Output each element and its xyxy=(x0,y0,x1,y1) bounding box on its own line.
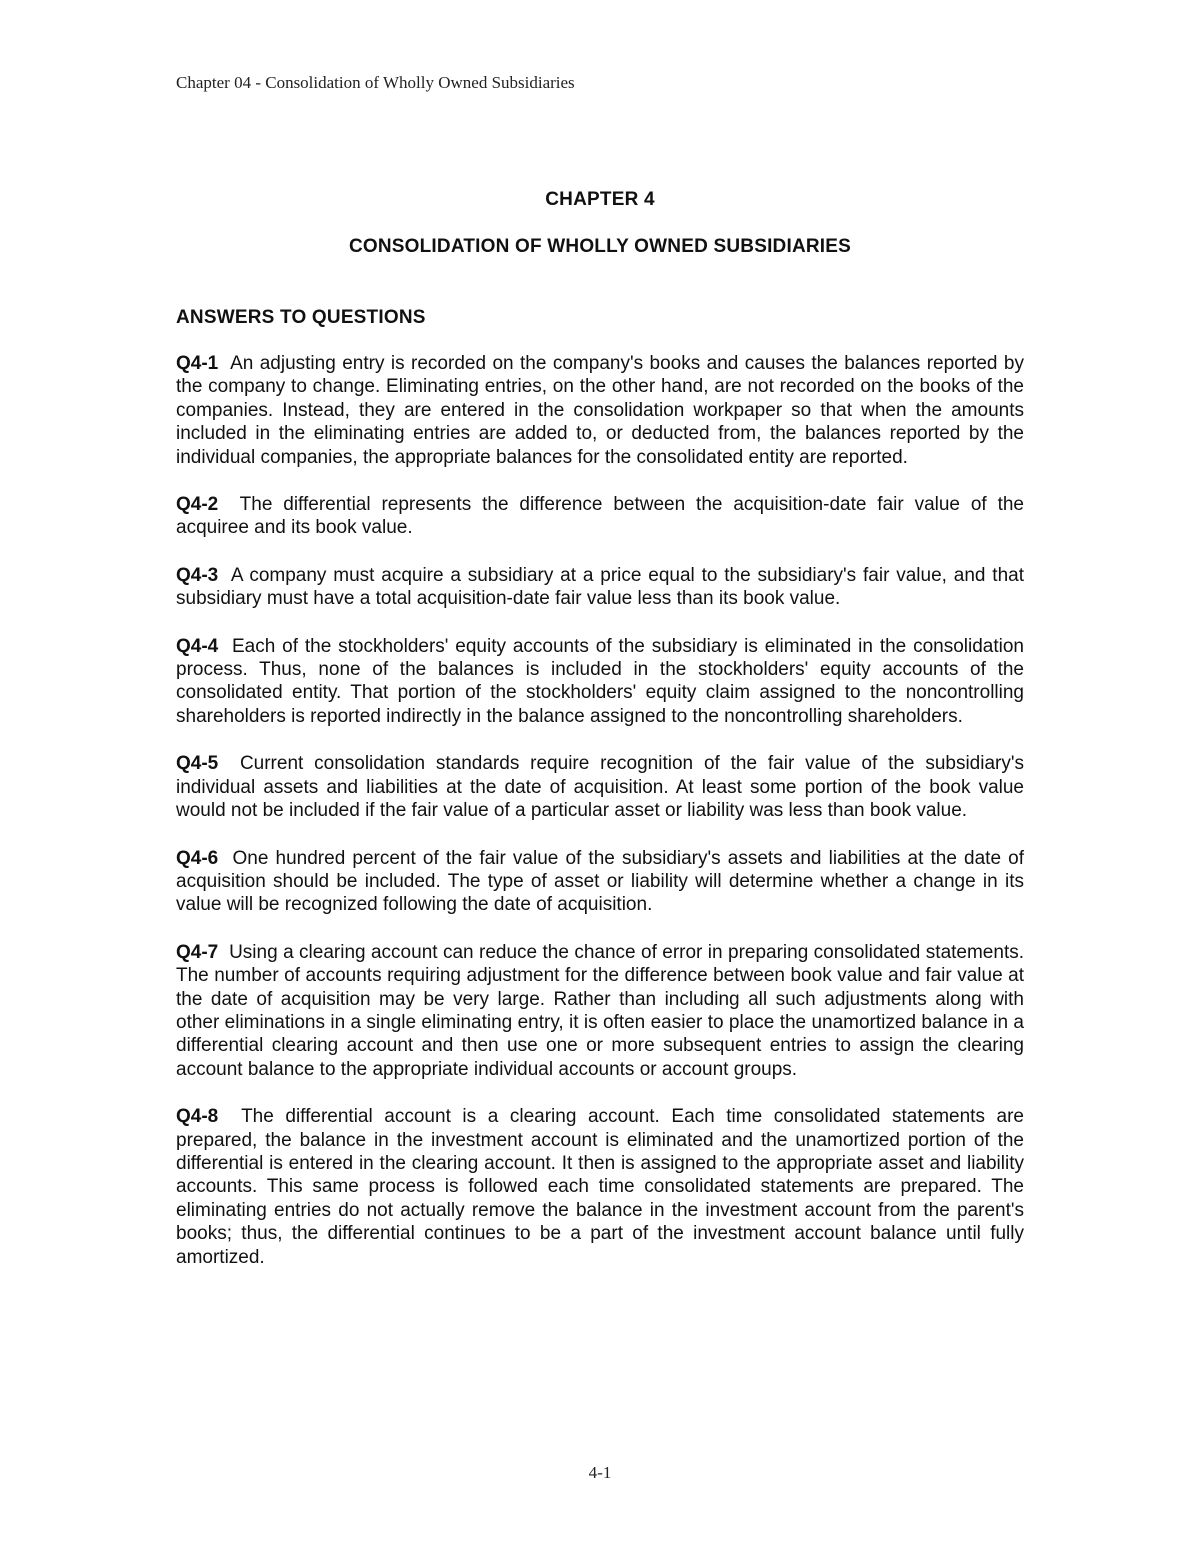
answer-q4-1 xyxy=(176,352,1024,469)
answer-q4-6 xyxy=(176,847,1024,917)
question-label: Q4-4 xyxy=(176,635,219,657)
running-header: Chapter 04 - Consolidation of Wholly Owned Subsidiaries xyxy=(176,73,575,92)
answer-text: The differential account is a clearing account. Each time consolidated statements are prepared, the balance in the investment account is eliminated and the unamortized portion of the differential is entered in the clearing account. It then is assigned to the appropriate asset and liability accounts. This same process is followed each time consolidated statements are prepared. The eliminating entries do not actually remove the balance in the investment account from the parent's books; thus, the differential continues to be a part of the investment account balance until fully amortized. xyxy=(176,1106,1025,1268)
answer-q4-4 xyxy=(176,635,1024,729)
question-label: Q4-8 xyxy=(176,1106,219,1128)
question-label: Q4-1 xyxy=(176,353,219,374)
answer-text: Using a clearing account can reduce the chance of error in preparing consolidated statements. The number of accounts requiring adjustment for the difference between book value and fair value at the date of acquisition may be very large. Rather than including all such adjustments along with other eliminations in a single eliminating entry, it is often easier to place the unamortized balance in a differential clearing account and then use one or more subsequent entries to assign the clearing account balance to the appropriate individual accounts or account groups. xyxy=(176,941,1024,1080)
answer-q4-5 xyxy=(176,752,1024,822)
answer-text: A company must acquire a subsidiary at a price equal to the subsidiary's fair value, and that subsidiary must have a total acquisition-date fair value less than its book value. xyxy=(176,564,1024,610)
answers-list xyxy=(176,352,1024,1293)
answer-q4-7 xyxy=(176,941,1024,1081)
answer-q4-2 xyxy=(176,493,1024,540)
question-label: Q4-3 xyxy=(176,564,219,586)
chapter-number: CHAPTER 4 xyxy=(545,189,655,210)
question-label: Q4-2 xyxy=(176,494,219,516)
answer-text: The differential represents the difference between the acquisition-date fair value of the acquiree and its book value. xyxy=(176,494,1024,539)
answer-q4-8 xyxy=(176,1105,1024,1269)
question-label: Q4-5 xyxy=(176,753,219,775)
chapter-title: CONSOLIDATION OF WHOLLY OWNED SUBSIDIARIES xyxy=(348,236,852,257)
answer-text: Each of the stockholders' equity accounts of the subsidiary is eliminated in the consolidation process. Thus, none of the balances is included in the stockholders' equity accounts of the consolidated entity. That portion of the stockholders' equity claim assigned to the noncontrolling shareholders is reported indirectly in the balance assigned to the noncontrolling shareholders. xyxy=(176,635,1024,727)
answer-text: An adjusting entry is recorded on the company's books and causes the balances reported by the company to change. Eliminating entries, on the other hand, are not recorded on the books of the companies. Instead, they are entered in the consolidation workpaper so that when the amounts included in the eliminating entries are added to, or deducted from, the balances reported by the individual companies, the appropriate balances for the consolidated entity are reported. xyxy=(176,353,1024,468)
question-label: Q4-6 xyxy=(176,847,219,869)
answer-text: Current consolidation standards require recognition of the fair value of the subsidiary's individual assets and liabilities at the date of acquisition. At least some portion of the book value would not be included if the fair value of a particular asset or liability was less than book value. xyxy=(176,753,1024,822)
section-heading: ANSWERS TO QUESTIONS xyxy=(176,307,426,328)
answer-q4-3 xyxy=(176,564,1024,611)
question-label: Q4-7 xyxy=(176,941,219,963)
page-number: 4-1 xyxy=(588,1463,612,1482)
answer-text: One hundred percent of the fair value of the subsidiary's assets and liabilities at the date of acquisition should be included. The type of asset or liability will determine whether a change in its value will be recognized following the date of acquisition. xyxy=(176,847,1024,916)
